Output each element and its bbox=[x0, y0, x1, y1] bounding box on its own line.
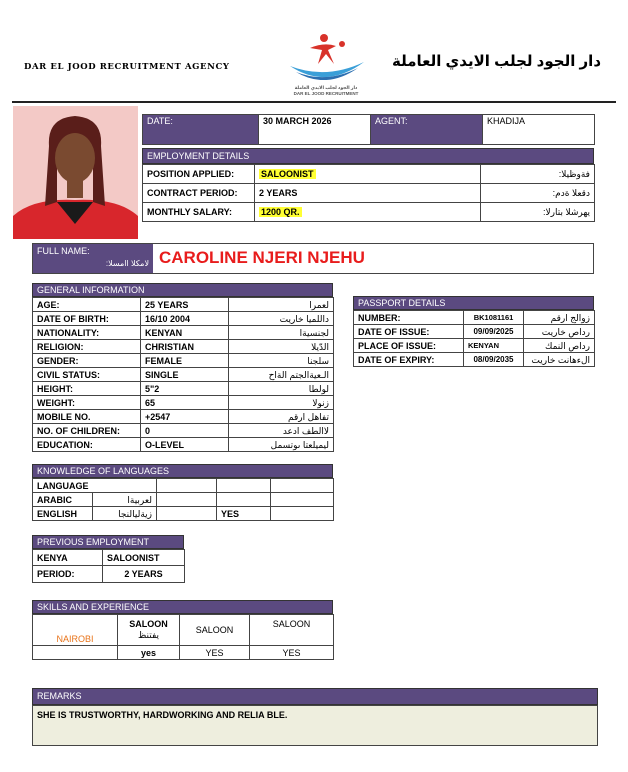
date-label: DATE: bbox=[143, 115, 259, 145]
previous-employment-table bbox=[32, 549, 185, 583]
skills-row2-col2: YES bbox=[180, 646, 250, 660]
full-name-label-cell bbox=[33, 244, 153, 273]
language-empty-cell bbox=[271, 507, 334, 521]
skills-empty-cell bbox=[33, 646, 118, 660]
position-label-ar: فةوظيلا: bbox=[481, 165, 595, 184]
remarks-text: SHE IS TRUSTWORTHY, HARDWORKING AND RELIA BLE. bbox=[37, 710, 288, 720]
passport-number-label: NUMBER: bbox=[354, 311, 464, 325]
skills-col2: SALOON bbox=[180, 615, 250, 646]
children-label-ar: لاالطف ادعد bbox=[229, 424, 334, 438]
height-label: HEIGHT: bbox=[33, 382, 141, 396]
agent-label: AGENT: bbox=[371, 115, 483, 145]
skills-row2-col3: YES bbox=[250, 646, 334, 660]
languages-table bbox=[32, 478, 334, 521]
education-label: EDUCATION: bbox=[33, 438, 141, 452]
logo-figure-icon bbox=[280, 32, 372, 80]
skills-table bbox=[32, 614, 334, 660]
issue-date-label: DATE OF ISSUE: bbox=[354, 325, 464, 339]
language-empty-cell bbox=[157, 507, 217, 521]
mobile-value: +2547 bbox=[141, 410, 229, 424]
arabic-level bbox=[157, 493, 217, 507]
position-label: POSITION APPLIED: bbox=[143, 165, 255, 184]
expiry-date-label: DATE OF EXPIRY: bbox=[354, 353, 464, 367]
weight-label: WEIGHT: bbox=[33, 396, 141, 410]
contract-value: 2 YEARS bbox=[255, 184, 481, 203]
logo-arabic-text: دار الجود لجلب الايدي العاملة bbox=[294, 85, 358, 90]
employment-table bbox=[142, 164, 595, 222]
issue-place-value: KENYAN bbox=[464, 339, 524, 353]
employment-section-title: EMPLOYMENT DETAILS bbox=[142, 148, 594, 164]
passport-section-title: PASSPORT DETAILS bbox=[353, 296, 594, 310]
expiry-date-label-ar: الءهانت خاريت bbox=[524, 353, 595, 367]
general-section-title: GENERAL INFORMATION bbox=[32, 283, 333, 297]
languages-section-title: KNOWLEDGE OF LANGUAGES bbox=[32, 464, 333, 478]
previous-period-label: PERIOD: bbox=[33, 566, 103, 583]
remarks-section-title: REMARKS bbox=[32, 688, 598, 705]
expiry-date-value: 08/09/2035 bbox=[464, 353, 524, 367]
nationality-value: KENYAN bbox=[141, 326, 229, 340]
language-empty-cell bbox=[271, 479, 334, 493]
gender-value: FEMALE bbox=[141, 354, 229, 368]
age-value: 25 YEARS bbox=[141, 298, 229, 312]
skills-col1-ar: يفتنظ bbox=[137, 630, 160, 640]
skills-col3: SALOON bbox=[250, 615, 334, 646]
issue-place-label: PLACE OF ISSUE: bbox=[354, 339, 464, 353]
date-value: 30 MARCH 2026 bbox=[259, 115, 371, 145]
full-name-box bbox=[32, 243, 594, 274]
nationality-label: NATIONALITY: bbox=[33, 326, 141, 340]
header-divider bbox=[12, 101, 616, 103]
logo-english-text: DAR EL JOOD RECRUITMENT bbox=[293, 91, 359, 96]
language-empty-cell bbox=[271, 493, 334, 507]
civil-status-label-ar: الـعيةالجتم الةاح bbox=[229, 368, 334, 382]
passport-table bbox=[353, 310, 595, 367]
weight-value: 65 bbox=[141, 396, 229, 410]
passport-number-value: BK1081161 bbox=[464, 311, 524, 325]
children-label: NO. OF CHILDREN: bbox=[33, 424, 141, 438]
issue-place-label-ar: رداص النمك bbox=[524, 339, 595, 353]
agent-value: KHADIJA bbox=[483, 115, 595, 145]
candidate-photo bbox=[13, 106, 138, 239]
contract-label-ar: دقعلا ةدم: bbox=[481, 184, 595, 203]
salary-label: MONTHLY SALARY: bbox=[143, 203, 255, 222]
language-empty-cell bbox=[157, 479, 217, 493]
agency-name-ar: دار الجود لجلب الايدي العاملة bbox=[392, 53, 602, 70]
religion-label: RELIGION: bbox=[33, 340, 141, 354]
civil-status-label: CIVIL STATUS: bbox=[33, 368, 141, 382]
salary-value bbox=[255, 203, 481, 222]
skills-col1 bbox=[118, 615, 180, 646]
civil-status-value: SINGLE bbox=[141, 368, 229, 382]
general-info-table bbox=[32, 297, 334, 452]
religion-value: CHRISTIAN bbox=[141, 340, 229, 354]
previous-period-value: 2 YEARS bbox=[103, 566, 185, 583]
issue-date-value: 09/09/2025 bbox=[464, 325, 524, 339]
gender-label: GENDER: bbox=[33, 354, 141, 368]
gender-label-ar: سلجنا bbox=[229, 354, 334, 368]
language-header: LANGUAGE bbox=[33, 479, 157, 493]
english-label: ENGLISH bbox=[33, 507, 93, 521]
skills-location: NAIROBI bbox=[33, 615, 118, 646]
age-label-ar: لعمرا bbox=[229, 298, 334, 312]
position-value bbox=[255, 165, 481, 184]
mobile-label-ar: تفاهل ارقم bbox=[229, 410, 334, 424]
full-name-label: FULL NAME: bbox=[37, 246, 90, 256]
religion-label-ar: الدّيلا bbox=[229, 340, 334, 354]
previous-country: KENYA bbox=[33, 550, 103, 566]
english-level: YES bbox=[217, 507, 271, 521]
contract-label: CONTRACT PERIOD: bbox=[143, 184, 255, 203]
remarks-box bbox=[32, 705, 598, 746]
age-label: AGE: bbox=[33, 298, 141, 312]
dob-label: DATE OF BIRTH: bbox=[33, 312, 141, 326]
person-photo-icon bbox=[13, 106, 138, 239]
children-value: 0 bbox=[141, 424, 229, 438]
full-name-value: CAROLINE NJERI NJEHU bbox=[159, 248, 365, 267]
nationality-label-ar: لجنسيةا bbox=[229, 326, 334, 340]
english-label-ar: زيةليالنجا bbox=[93, 507, 157, 521]
height-label-ar: لولطا bbox=[229, 382, 334, 396]
position-value-text: SALOONIST bbox=[261, 169, 314, 179]
skills-col1-en: SALOON bbox=[129, 619, 168, 629]
passport-number-label-ar: زوالج ارقم bbox=[524, 311, 595, 325]
mobile-label: MOBILE NO. bbox=[33, 410, 141, 424]
arabic-label-ar: لعربيةا bbox=[93, 493, 157, 507]
language-empty-cell bbox=[217, 479, 271, 493]
height-value: 5"2 bbox=[141, 382, 229, 396]
previous-section-title: PREVIOUS EMPLOYMENT bbox=[32, 535, 184, 549]
salary-value-text: 1200 QR. bbox=[261, 207, 300, 217]
dob-label-ar: داللميا خاريت bbox=[229, 312, 334, 326]
education-value: O-LEVEL bbox=[141, 438, 229, 452]
language-empty-cell bbox=[217, 493, 271, 507]
issue-date-label-ar: رداص خاريت bbox=[524, 325, 595, 339]
dob-value: 16/10 2004 bbox=[141, 312, 229, 326]
salary-label-ar: يهرشلا بتارلا: bbox=[481, 203, 595, 222]
agency-logo bbox=[280, 32, 372, 100]
date-agent-table bbox=[142, 114, 595, 145]
full-name-label-ar: لامكلا اامسلا: bbox=[105, 259, 149, 268]
agency-name-en: DAR EL JOOD RECRUITMENT AGENCY bbox=[24, 62, 230, 72]
skills-row2-col1: yes bbox=[118, 646, 180, 660]
arabic-label: ARABIC bbox=[33, 493, 93, 507]
education-label-ar: ليميلعتا ىوتسمل bbox=[229, 438, 334, 452]
skills-section-title: SKILLS AND EXPERIENCE bbox=[32, 600, 333, 614]
previous-position: SALOONIST bbox=[103, 550, 185, 566]
weight-label-ar: زنولا bbox=[229, 396, 334, 410]
